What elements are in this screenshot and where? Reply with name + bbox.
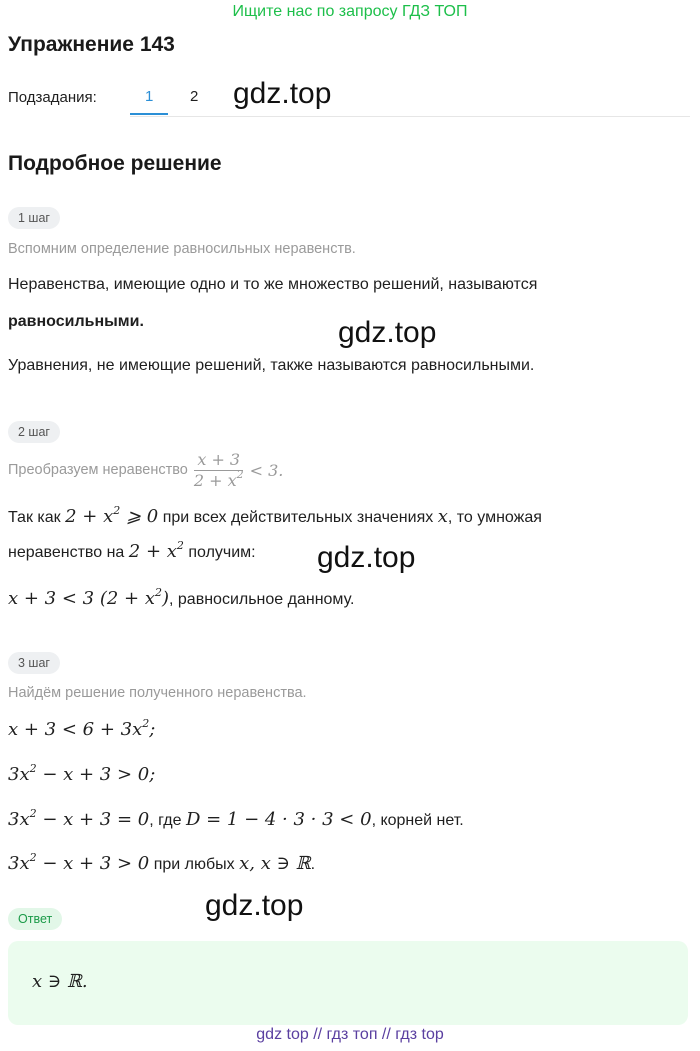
- watermark: gdz.top: [205, 889, 304, 922]
- watermark: gdz.top: [317, 541, 416, 574]
- step-3-eq3: $3x^2 - x + 3 = 0$, где D = 1 − 4 · 3 · 3 < 0, корней нет.: [8, 807, 464, 830]
- answer-badge: Ответ: [8, 908, 62, 930]
- step-3-eq1: $x + 3 < 6 + 3x^2$;: [8, 717, 156, 740]
- step-2-line3: x + 3 < 3 $(2 + x^2)$, равносильное данному.: [8, 586, 355, 609]
- step-2-hint: [8, 446, 283, 494]
- watermark: gdz.top: [233, 77, 332, 110]
- subtask-tab-1[interactable]: 1: [145, 88, 154, 105]
- step-3-hint: Найдём решение полученного неравенства.: [8, 685, 307, 701]
- step-1-text-line2: Уравнения, не имеющие решений, также называются равносильными.: [8, 357, 535, 374]
- step-1-hint: Вспомним определение равносильных неравенств.: [8, 241, 356, 257]
- formula-transformed: x + 3 < 3 $(2 + x^2)$: [8, 586, 170, 609]
- fraction-tail: < 3.: [249, 460, 284, 480]
- fraction-denominator: $2 + x^2$: [193, 467, 244, 490]
- fraction-numerator: x + 3: [194, 451, 243, 471]
- answer-box: [8, 941, 688, 1025]
- step-2-badge: 2 шаг: [8, 421, 60, 443]
- step-2-line1: Так как $2 + x^2$ ⩾ 0 при всех действительных значениях x, то умножая: [8, 504, 542, 527]
- subtask-tab-2[interactable]: 2: [190, 88, 199, 105]
- step-1-badge: 1 шаг: [8, 207, 60, 229]
- page-title: Упражнение 143: [8, 33, 175, 56]
- answer-value: x ∋ ℝ.: [32, 971, 88, 992]
- active-tab-indicator: [130, 113, 168, 115]
- formula-2-plus-x2-b: $2 + x^2$: [128, 539, 184, 562]
- step-3-badge: 3 шаг: [8, 652, 60, 674]
- tabs-divider: [130, 116, 690, 117]
- step-3-eq4: $3x^2 - x + 3 > 0$ при любых x, x ∋ ℝ.: [8, 851, 316, 874]
- section-title: Подробное решение: [8, 152, 222, 175]
- subtasks-label: Подзадания:: [8, 89, 97, 106]
- fraction-formula: [191, 451, 247, 490]
- step-2-line2: неравенство на $2 + x^2$ получим:: [8, 539, 256, 562]
- step-3-eq2: $3x^2 - x + 3 > 0$;: [8, 762, 156, 785]
- step-2-hint-text: Преобразуем неравенство: [8, 462, 188, 478]
- footer-links[interactable]: gdz top // гдз топ // гдз top: [256, 1026, 444, 1043]
- step-1-bold-term: равносильными.: [8, 313, 144, 330]
- formula-2-plus-x2: $2 + x^2$ ⩾ 0: [65, 504, 159, 527]
- search-banner[interactable]: Ищите нас по запросу ГДЗ ТОП: [232, 3, 468, 20]
- watermark: gdz.top: [338, 316, 437, 349]
- step-1-text-line1: Неравенства, имеющие одно и то же множество решений, называются: [8, 276, 538, 293]
